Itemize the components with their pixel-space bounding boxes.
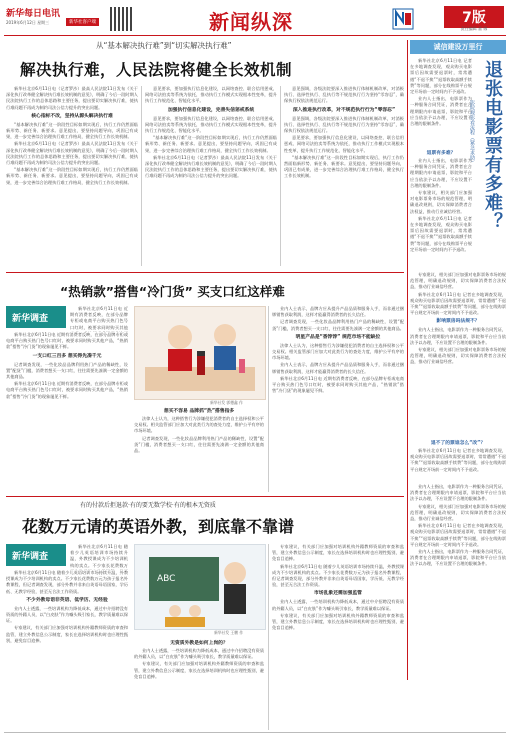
col-divider [141,86,142,266]
headline3-title: 花数万元请的英语外教，到底靠不靠谱 [22,517,295,536]
headline1-body-col3: 意见强调，各级法院要深入推进执行体制机制改革，对消极执行、选择性执行、乱执行等不规范执行行为坚持“零容忍”，确保执行权依法规范运行。 深入推进执行改革，对不规范执行行为“零容忍” 意见强调，各级法院要深入推进执行体制机制改革，对消极执行、选择性执行、乱执行等不规范执行行为坚持“零容忍”，确保执行权依法规范运行。 意见要求，要加强执行信息化建设，以网络查控、联合信用惩戒、网络司法拍卖等系统为依托，推动执行工作模式实现根本性变革，提升执行工作规范化、智能化水平。 “基本解决执行难”这一阶段性目标如期实现后，执行工作仍然面临新形势、新任务、新要求。意见提出，要坚持问题导向，巩固已有成果，进一步完善综合治理执行难工作格局，健全执行工作长效机制。 [284,86,404,179]
headline2-title: “热销款”搭售“冷门货” 买支口红这样难 [60,284,285,299]
editor-line: 责任编辑 董 娜 [460,26,488,31]
right-divider [407,40,408,680]
headline1-body-col1: 新华社北京6月11日电（记者罗沙）最高人民法院11日发布《关于深化执行改革健全解决执行难长效机制的意见》，明确了今后一段时期人民法院执行工作的总体思路和主要任务，提出要切实解决执行难，使执行难问题不再成为制约司法公信力提升的突出问题。 核心指标不改，坚持从源头解决执行难 “基本解决执行难”这一阶段性目标如期实现后，执行工作仍然面临新形势、新任务、新要求。意见提出，要坚持问题导向，巩固已有成果，进一步完善综合治理执行难工作格局，健全执行工作长效机制。 新华社北京6月11日电（记者罗沙）最高人民法院11日发布《关于深化执行改革健全解决执行难长效机制的意见》，明确了今后一段时期人民法院执行工作的总体思路和主要任务，提出要切实解决执行难，使执行难问题不再成为制约司法公信力提升的突出问题。 “基本解决执行难”这一阶段性目标如期实现后，执行工作仍然面临新形势、新任务、新要求。意见提出，要坚持问题导向，巩固已有成果，进一步完善综合治理执行难工作格局，健全执行工作长效机制。 [6,86,138,185]
headline3-body-col2: 业内人士透露，一些培训机构为降低成本，通过中介招聘没有资质的外籍人员，以“白皮肤”作为噱头吸引家长，教学质量难以保证。 专家建议，有关部门应加强对培训机构外籍教师资质的审查和监管，建立外教信息公示制度，家长在选择培训机构时也应理性甄别，避免盲目追捧。 [134,648,264,679]
col-divider [280,86,281,266]
subhead: 想买不容易 品牌抓“热”搭售指多 [163,409,235,414]
subhead: 不少外教母语非英语、低学历、无经验 [26,597,108,603]
section-title: 新闻纵深 [209,10,293,34]
headline3-body-col1-top: 新华社北京6月11日电 随着少儿英语培训市场持续升温，外教授课成为不少培训机构的卖点。不少家长花费数万 [70,544,128,568]
column-subtitle: 影院观影看流程（紧急求助） [469,100,475,165]
section-rule [6,496,404,497]
subhead: 市场乱象还需加强监管 [314,591,362,597]
subhead: 无资质外教是如何上岗的？ [170,641,228,646]
section-logo-icon [392,8,414,30]
column-subhead: 退票有多难？ [426,151,456,156]
subhead: 加强执行信息化建设，完善失信惩戒系统 [167,107,255,113]
headline2-badge [6,306,66,328]
headline2-body-col3: 业内人士表示，品牌方应从提升产品品质和服务入手，而非通过捆绑销售获取利润，这样才能赢得消费者的长久信任。 记者调查发现，一些化妆品品牌利用热门产品的稀缺性，设置“配货”门槛，消费者想买一支口红，往往需要先凑满一定金额的其他商品。 明星产品是“香饽饽” 规范市场不能缺位 法律人士认为，这种搭售行为涉嫌侵犯消费者的自主选择权和公平交易权。相关监管部门应加大对此类行为的查处力度，维护公平有序的市场环境。 业内人士表示，品牌方应从提升产品品质和服务入手，而非通过捆绑销售获取利润，这样才能赢得消费者的长久信任。 新华社北京6月11日电 近期有消费者反映，在部分品牌专柜或电商平台购买热门色号口红时，被要求同时购买其他产品，“热销款”搭售“冷门货”的现象屡见不鲜。 [272,306,404,394]
headline2-body-col2: 法律人士认为，这种搭售行为涉嫌侵犯消费者的自主选择权和公平交易权。相关监管部门应加大对此类行为的查处力度，维护公平有序的市场环境。 记者调查发现，一些化妆品品牌利用热门产品的稀缺性，设置“配货”门槛，消费者想买一支口红，往往需要先凑满一定金额的其他商品。 [134,416,264,454]
headline3-illustration [134,544,266,630]
subhead: 深入推进执行改革，对不规范执行行为“零容忍” [292,107,396,113]
col-divider [268,306,269,492]
badge-label: 新华调查 [12,552,49,562]
page-number: 7版 [444,6,504,28]
column-body-d: 新华社北京6月11日电 记者在多地调查发现，观众购买电影票后因故需要退票时，常常遭遇“不退不换”“退票收取高额手续费”等问题，部分在线购票平台规定开场前一定时间内不予退改。 [410,448,506,472]
qr-code-icon [110,7,134,31]
subhead: 明星产品是“香饽饽” 规范市场不能缺位 [295,334,381,340]
headline3-badge [6,544,66,566]
column-subhead: 退不了的票谁怎么“改”？ [430,441,486,446]
photo-caption: 新华社发 郭德鑫 作 [210,400,243,405]
column-body-a: 新华社北京6月11日电 记者在多地调查发现，观众购买电影票后因故需要退票时，常常遭遇“不退不换”“退票收取高额手续费”等问题，部分在线购票平台规定开场前一定时间内不予退改。 业内人士指出，电影票作为一种服务合同凭证，消费者在合理期限内申请退票，影院和平台应当依法予以办理，不应设置不合理的限制条件。 [410,58,472,127]
subhead: 核心指标不改，坚持从源头解决执行难 [31,113,113,119]
column-header: 诚信建设万里行 [410,40,506,54]
right-column-lower: 业内人士指出，电影票作为一种服务合同凭证，消费者在合理期限内申请退票，影院和平台应当依法予以办理，不应设置不合理的限制条件。 专家建议，相关部门应加强对电影票务市场的规范管理，明确退改规则，切实保障消费者合法权益，推动行业诚信经营。 新华社北京6月11日电 记者在多地调查发现，观众购买电影票后因故需要退票时，常常遭遇“不退不换”“退票收取高额手续费”等问题，部分在线购票平台规定开场前一定时间内不予退改。 业内人士指出，电影票作为一种服务合同凭证，消费者在合理期限内申请退票，影院和平台应当依法予以办理，不应设置不合理的限制条件。 [410,484,506,567]
column-body-c: 专家建议，相关部门应加强对电影票务市场的规范管理，明确退改规则，切实保障消费者合法权益，推动行业诚信经营。 新华社北京6月11日电 记者在多地调查发现，观众购买电影票后因故需要退票时，常常遭遇“不退不换”“退票收取高额手续费”等问题，部分在线购票平台规定开场前一定时间内不予退改。 影响票房吗法规不？ 业内人士指出，电影票作为一种服务合同凭证，消费者在合理期限内申请退票，影院和平台应当依法予以办理，不应设置不合理的限制条件。 专家建议，相关部门应加强对电影票务市场的规范管理，明确退改规则，切实保障消费者合法权益，推动行业诚信经营。 [410,272,506,365]
headline2-body-col1: 新华社北京6月11日电 近期有消费者反映，在部分品牌专柜或电商平台购买热门色号口红时，被要求同时购买其他产品，“热销款”搭售“冷门货”的现象屡见不鲜。 一支口红三百多 想买得先凑千元 记者调查发现，一些化妆品品牌利用热门产品的稀缺性，设置“配货”门槛，消费者想买一支口红，往往需要先凑满一定金额的其他商品。 新华社北京6月11日电 近期有消费者反映，在部分品牌专柜或电商平台购买热门色号口红时，被要求同时购买其他产品，“热销款”搭售“冷门货”的现象屡见不鲜。 [6,332,128,399]
headline1-kicker: 从“基本解决执行难”到“切实解决执行难” [96,41,232,50]
headline3-kicker: 有的付款后拒退款·有的要无数学校·有的根本无资质 [80,502,216,509]
masthead [4,4,506,34]
subhead: 一支口红三百多 想买得先凑千元 [32,353,102,359]
col-divider [268,544,269,730]
paper-name: 新华每日电讯 [6,9,61,19]
app-label: 新华社客户端 [66,18,99,26]
headline2-illustration [134,306,266,400]
headline2-body-col1-top: 新华社北京6月11日电 近期有消费者反映，在部分品牌专柜或电商平台购买热门色号口红时，被要求同时购买其他 [70,306,128,330]
headline3-body-col1: 新华社北京6月11日电 随着少儿英语培训市场持续升温，外教授课成为不少培训机构的卖点。不少家长花费数万元为孩子报名外教课程，但记者调查发现，部分外教并非来自英语母语国家，学历低、无教学经验，甚至无合法工作资质。 不少外教母语非英语、低学历、无经验 业内人士透露，一些培训机构为降低成本，通过中介招聘没有资质的外籍人员，以“白皮肤”作为噱头吸引家长，教学质量难以保证。 专家建议，有关部门应加强对培训机构外籍教师资质的审查和监管，建立外教信息公示制度，家长在选择培训机构时也应理性甄别，避免盲目追捧。 [6,570,128,643]
section-rule [6,272,404,273]
badge-label: 新华调查 [12,314,49,324]
masthead-rule [4,35,506,36]
right-column [410,40,506,480]
footer-rule [4,732,506,733]
photo-caption: 新华社发 王鹏 作 [214,630,243,635]
headline1-title: 解决执行难，人民法院将健全长效机制 [20,61,293,79]
headline3-body-col3: 专家建议，有关部门应加强对培训机构外籍教师资质的审查和监管，建立外教信息公示制度，家长在选择培训机构时也应理性甄别，避免盲目追捧。 新华社北京6月11日电 随着少儿英语培训市场持续升温，外教授课成为不少培训机构的卖点。不少家长花费数万元为孩子报名外教课程，但记者调查发现，部分外教并非来自英语母语国家，学历低、无教学经验，甚至无合法工作资质。 市场乱象还需加强监管 业内人士透露，一些培训机构为降低成本，通过中介招聘没有资质的外籍人员，以“白皮肤”作为噱头吸引家长，教学质量难以保证。 专家建议，有关部门应加强对培训机构外籍教师资质的审查和监管，建立外教信息公示制度，家长在选择培训机构时也应理性甄别，避免盲目追捧。 [272,544,404,631]
headline1-body-col2: 意见要求，要加强执行信息化建设，以网络查控、联合信用惩戒、网络司法拍卖等系统为依托，推动执行工作模式实现根本性变革，提升执行工作规范化、智能化水平。 加强执行信息化建设，完善失信惩戒系统 意见要求，要加强执行信息化建设，以网络查控、联合信用惩戒、网络司法拍卖等系统为依托，推动执行工作模式实现根本性变革，提升执行工作规范化、智能化水平。 “基本解决执行难”这一阶段性目标如期实现后，执行工作仍然面临新形势、新任务、新要求。意见提出，要坚持问题导向，巩固已有成果，进一步完善综合治理执行难工作格局，健全执行工作长效机制。 新华社北京6月11日电（记者罗沙）最高人民法院11日发布《关于深化执行改革健全解决执行难长效机制的意见》，明确了今后一段时期人民法院执行工作的总体思路和主要任务，提出要切实解决执行难，使执行难问题不再成为制约司法公信力提升的突出问题。 [145,86,277,179]
svg-text:ABC: ABC [157,574,176,584]
date-line: 2019年6月12日 星期三 [6,20,50,25]
column-title: 退张电影票有多难？ [482,60,503,231]
column-subhead: 影响票房吗法规不？ [436,319,480,325]
column-body-b: 业内人士指出，电影票作为一种服务合同凭证，消费者在合理期限内申请退票，影院和平台应当依法予以办理，不应设置不合理的限制条件。 专家建议，相关部门应加强对电影票务市场的规范管理，明确退改规则，切实保障消费者合法权益，推动行业诚信经营。 新华社北京6月11日电 记者在多地调查发现，观众购买电影票后因故需要退票时，常常遭遇“不退不换”“退票收取高额手续费”等问题，部分在线购票平台规定开场前一定时间内不予退改。 [410,158,472,252]
